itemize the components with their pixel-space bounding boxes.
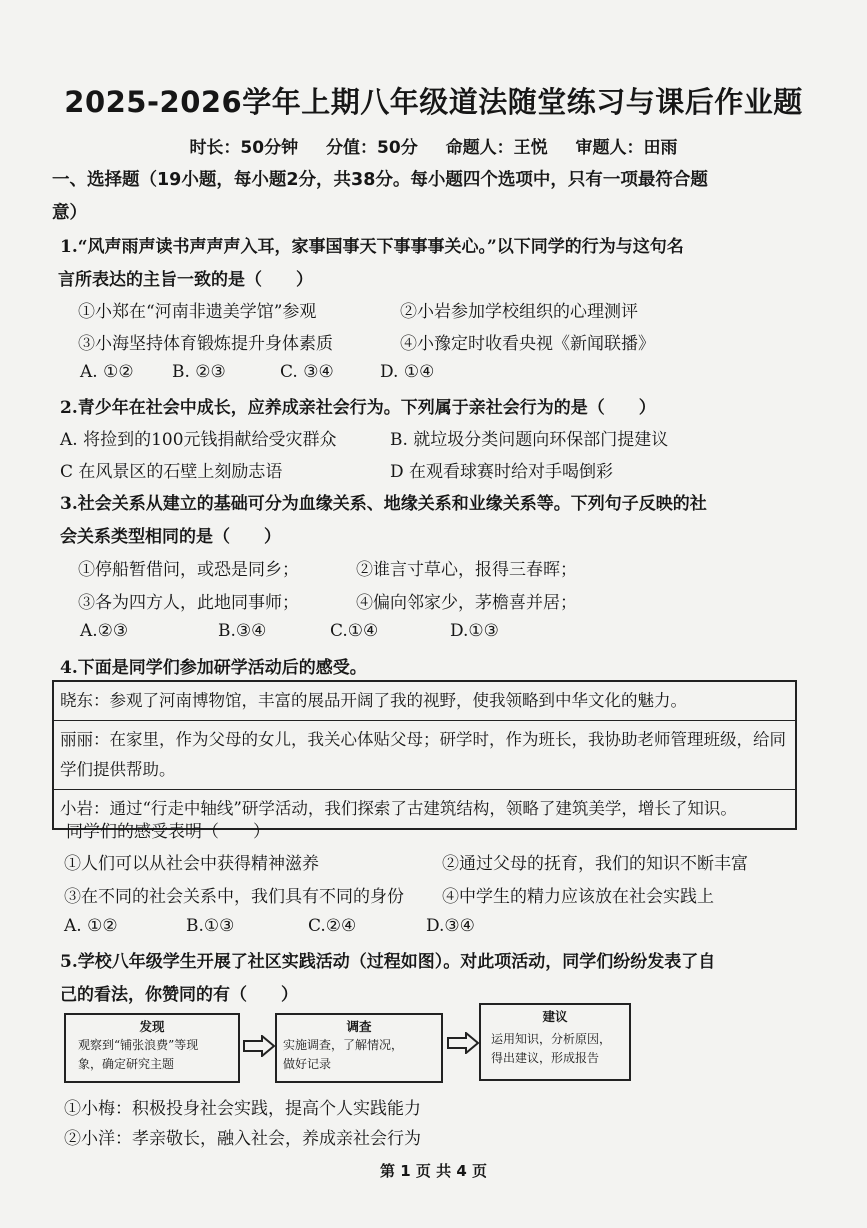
question-3-stem-cont: 会关系类型相同的是（ ） [60,527,281,547]
flow-step-heading: 建议 [542,1009,568,1024]
flow-step-text: 实施调查，了解情况， [283,1038,404,1052]
question-3-choice-b: B.③④ [218,621,267,641]
question-4-choice-a: A. ①② [64,916,118,936]
question-4-option-4: ④中学生的精力应该放在社会实践上 [442,887,714,907]
question-5-option-1: ①小梅：积极投身社会实践，提高个人实践能力 [64,1099,421,1119]
question-4-choice-b: B.①③ [186,916,235,936]
question-4-quote-table [52,680,797,830]
question-2-choice-c: C 在风景区的石壁上刻励志语 [60,462,283,482]
score-label: 分值：50分 [326,138,418,158]
flow-step-text: 得出建议，形成报告 [491,1051,600,1065]
question-3-choice-a: A.②③ [80,621,129,641]
question-1-option-1: ①小郑在“河南非遗美学馆”参观 [78,302,317,322]
question-5-stem-cont: 己的看法，你赞同的有（ ） [60,985,298,1005]
question-4-option-1: ①人们可以从社会中获得精神滋养 [64,854,319,874]
question-3-choice-c: C.①④ [330,621,379,641]
flow-step-text: 观察到“铺张浪费”等现 [78,1038,199,1052]
flow-step-suggest [479,1003,631,1081]
page-footer: 第 1 页 共 4 页 [380,1162,487,1180]
flow-step-text: 做好记录 [283,1057,332,1071]
quote-row-xiaoyan: 小岩：通过“行走中轴线”研学活动，我们探索了古建筑结构，领略了建筑美学，增长了知识。 [60,799,737,818]
question-1-stem-cont: 言所表达的主旨一致的是（ ） [58,270,313,290]
question-4-choice-c: C.②④ [308,916,357,936]
question-1-stem: 1.“风声雨声读书声声声入耳，家事国事天下事事事关心。”以下同学的行为与这句名 [60,237,684,257]
flow-arrow-icon [446,1032,480,1054]
question-1-option-2: ②小岩参加学校组织的心理测评 [400,302,638,322]
quote-row-xiaodong: 晓东：参观了河南博物馆，丰富的展品开阔了我的视野，使我领略到中华文化的魅力。 [54,682,795,721]
author-label: 命题人：王悦 [445,138,548,158]
section-heading: 一、选择题（19小题，每小题2分，共38分。每小题四个选项中，只有一项最符合题 [52,170,708,190]
page-title: 2025-2026学年上期八年级道法随堂练习与课后作业题 [64,85,803,119]
question-3-option-2: ②谁言寸草心，报得三春晖； [356,560,577,580]
question-2-stem: 2.青少年在社会中成长，应养成亲社会行为。下列属于亲社会行为的是（ ） [60,398,656,418]
question-3-choice-d: D.①③ [450,621,499,641]
question-2-choice-b: B. 就垃圾分类问题向环保部门提建议 [390,430,669,450]
question-3-option-4: ④偏向邻家少，茅檐喜并居； [356,593,577,613]
flow-arrow-icon [242,1035,276,1057]
question-1-choice-d: D. ①④ [380,362,435,382]
question-3-stem: 3.社会关系从建立的基础可分为血缘关系、地缘关系和业缘关系等。下列句子反映的社 [60,494,707,514]
section-heading-cont: 意） [52,203,87,223]
question-3-option-1: ①停船暂借问，或恐是同乡； [78,560,299,580]
question-3-option-3: ③各为四方人，此地同事师； [78,593,299,613]
flow-step-heading: 发现 [139,1019,165,1034]
flow-step-discover [64,1013,240,1083]
question-2-choice-d: D 在观看球赛时给对手喝倒彩 [390,462,614,482]
flow-step-heading: 调查 [346,1019,372,1034]
question-4-choice-d: D.③④ [426,916,475,936]
question-1-option-4: ④小豫定时收看央视《新闻联播》 [400,334,655,354]
question-1-option-3: ③小海坚持体育锻炼提升身体素质 [78,334,333,354]
reviewer-label: 审题人：田雨 [575,138,678,158]
question-1-choice-c: C. ③④ [280,362,334,382]
question-5-stem: 5.学校八年级学生开展了社区实践活动（过程如图）。对此项活动，同学们纷纷发表了自 [60,952,716,972]
flow-step-investigate [275,1013,443,1083]
question-1-choice-b: B. ②③ [172,362,226,382]
duration-label: 时长：50分钟 [189,138,299,158]
question-4-sub: 同学们的感受表明（ ） [66,822,270,842]
quote-row-lili: 丽丽：在家里，作为父母的女儿，我关心体贴父母；研学时，作为班长，我协助老师管理班级，给同学们提供帮助。 [54,721,795,790]
question-1-choice-a: A. ①② [80,362,134,382]
exam-meta [0,133,867,158]
question-4-stem: 4.下面是同学们参加研学活动后的感受。 [60,658,367,678]
flow-step-text: 运用知识，分析原因， [491,1032,612,1046]
flow-step-text: 象，确定研究主题 [78,1057,175,1071]
question-4-option-3: ③在不同的社会关系中，我们具有不同的身份 [64,887,404,907]
question-4-option-2: ②通过父母的抚育，我们的知识不断丰富 [442,854,748,874]
question-2-choice-a: A. 将捡到的100元钱捐献给受灾群众 [60,430,337,450]
question-5-option-2: ②小洋：孝亲敬长，融入社会，养成亲社会行为 [64,1129,421,1149]
